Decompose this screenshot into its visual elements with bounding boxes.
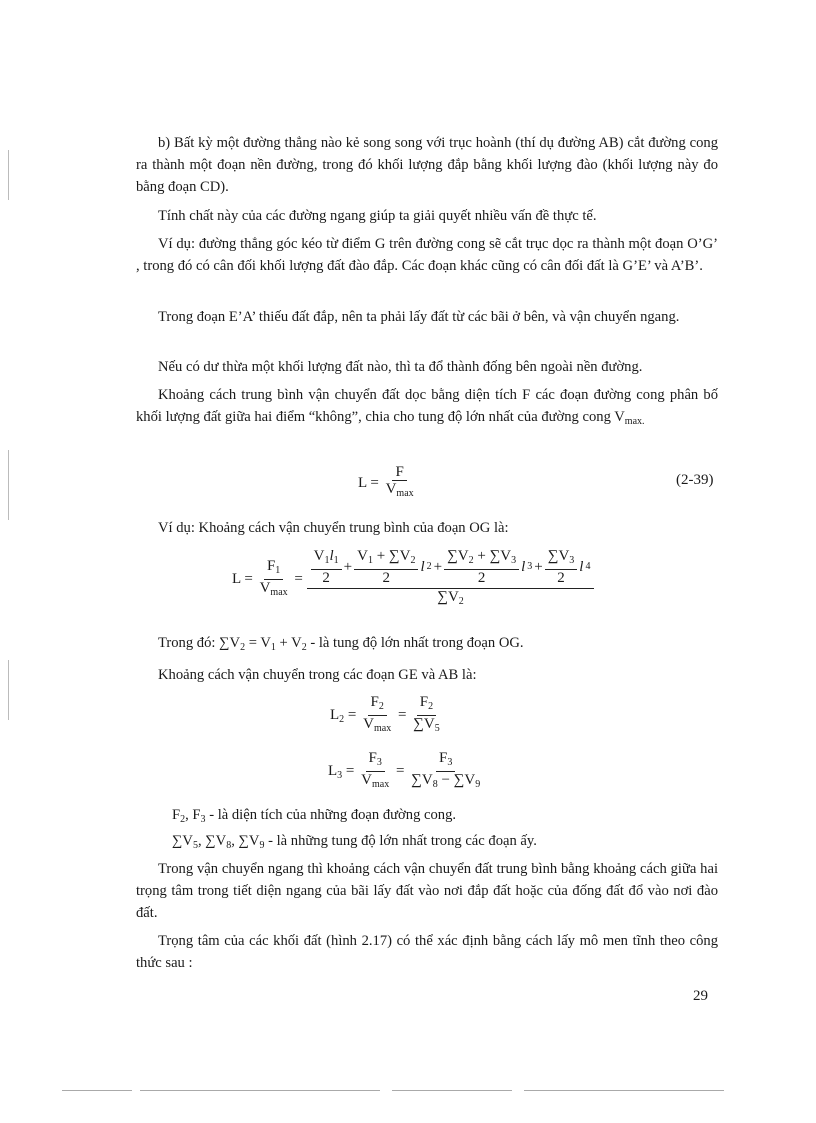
paragraph-8	[136, 632, 718, 659]
paragraph-1: b) Bất kỳ một đường thẳng nào kẻ song song với trục hoành (thí dụ đường AB) cắt đường cong ra thành một đoạn nền đường, trong đó khối lượng đắp bằng khối lượng đào (khối lượng này đo bằng đoạn CD).	[136, 135, 718, 195]
page-number: 29	[693, 988, 708, 1004]
f-symbols: $F_2$, $F_3$	[172, 807, 206, 825]
paragraph-10	[172, 804, 718, 831]
equation-og: L = $\frac{F_1}{V_{max}}$ = $\frac{V_1l_1}{2}$ + $\frac{V_1 + \sum V_2}{2}$ l 2 + $\frac{\sum V_2 + \sum V_3}{2}$ l 3 + $\frac{\sum V_3}{2}$ l 4 $\sum V_2$	[232, 548, 594, 610]
bottom-rule-4	[524, 1090, 724, 1091]
paragraph-9: Khoảng cách vận chuyển trong các đoạn GE và AB là:	[158, 667, 477, 683]
paragraph-10-text: - là diện tích của những đoạn đường cong.	[205, 807, 457, 823]
margin-mark-2	[8, 450, 9, 520]
bottom-rule-2	[140, 1090, 380, 1091]
paragraph-3: Ví dụ: đường thẳng góc kéo từ điểm G trên đường cong sẽ cắt trục dọc ra thành một đoạn O’G’ , trong đó có cân đối khối lượng đất đào đắp. Các đoạn khác cũng có cân đối đất là G’E’ và A’B’.	[136, 236, 718, 274]
paragraph-4: Trong đoạn E’A’ thiếu đất đắp, nên ta phải lấy đất từ các bãi ở bên, và vận chuyển ngang.	[158, 309, 680, 325]
v-symbols: $\sum V_5$, $\sum V_8$, $\sum V_9$	[172, 833, 265, 851]
equation-number: (2-39)	[676, 472, 714, 488]
margin-mark-1	[8, 150, 9, 200]
paragraph-7: Ví dụ: Khoảng cách vận chuyển trung bình của đoạn OG là:	[158, 520, 509, 536]
bottom-rule-1	[62, 1090, 132, 1091]
equation-l2: $L_2$ = $\frac{F_2}{V_{max}}$ = $\frac{F_2}{\sum V_5}$	[330, 694, 440, 734]
margin-mark-3	[8, 660, 9, 720]
bottom-rule-3	[392, 1090, 512, 1091]
paragraph-6-text: Khoảng cách trung bình vận chuyển đất dọc bằng diện tích F các đoạn đường cong phân bố khối lượng đất giữa hai điểm “không”, chia cho tung độ lớn nhất của đường cong V	[136, 387, 718, 425]
equation-l3: $L_3$ = $\frac{F_3}{V_{max}}$ = $\frac{F_3}{\sum V_8 - \sum V_9}$	[328, 750, 481, 790]
sum-formula: $\sum V_2 = V_1 + V_2$	[219, 635, 307, 653]
paragraph-8-prefix: Trong đó:	[158, 635, 220, 651]
paragraph-6	[136, 384, 718, 433]
equation-2-39: L = $\frac{F}{V_{max}}$	[358, 464, 414, 499]
paragraph-13: Trọng tâm của các khối đất (hình 2.17) có thể xác định bằng cách lấy mô men tĩnh theo công thức sau :	[136, 933, 718, 971]
paragraph-11-text: - là những tung độ lớn nhất trong các đoạn ấy.	[264, 833, 537, 849]
paragraph-11	[172, 830, 718, 857]
paragraph-12: Trong vận chuyển ngang thì khoảng cách vận chuyển đất trung bình bằng khoảng cách giữa hai trọng tâm trong tiết diện ngang của bãi lấy đất vào nơi đắp đất hoặc của đống đất đổ vào nơi đào đất.	[136, 861, 718, 921]
paragraph-2: Tính chất này của các đường ngang giúp ta giải quyết nhiều vấn đề thực tế.	[158, 208, 597, 224]
paragraph-5: Nếu có dư thừa một khối lượng đất nào, thì ta đổ thành đống bên ngoài nền đường.	[158, 359, 643, 375]
paragraph-8-suffix: - là tung độ lớn nhất trong đoạn OG.	[306, 635, 524, 651]
vmax-subscript: max.	[624, 416, 645, 427]
